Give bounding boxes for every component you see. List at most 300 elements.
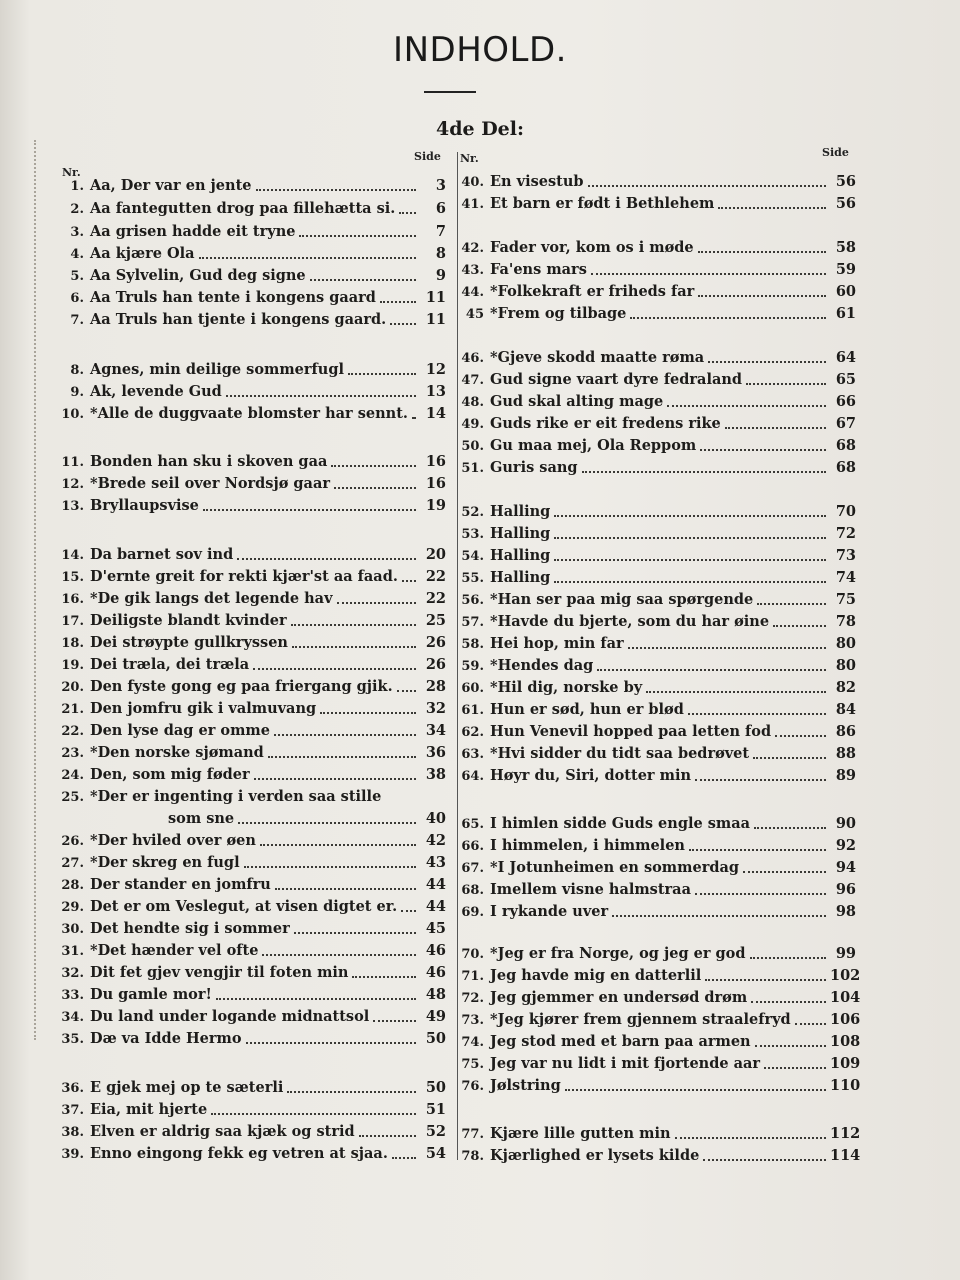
entry-title: Dæ va Idde Hermo (90, 1030, 242, 1047)
entry-number: 17. (61, 614, 84, 629)
right-entry (446, 280, 856, 300)
entry-title: Jølstring (490, 1077, 561, 1094)
dot-leader (695, 765, 826, 781)
dot-leader (373, 1006, 416, 1022)
entry-title: *Folkekraft er friheds far (490, 283, 695, 300)
entry-title: Agnes, min deilige sommerfugl (90, 361, 344, 378)
entry-number: 57. (461, 615, 484, 630)
entry-title: *Havde du bjerte, som du har øine (490, 613, 770, 630)
entry-title: *Hil dig, norske by (490, 679, 643, 696)
entry-page-number: 112 (830, 1125, 861, 1142)
entry-page-number: 22 (425, 590, 446, 607)
entry-number: 76. (461, 1079, 484, 1094)
entry-number: 16. (61, 592, 84, 607)
dot-leader (628, 633, 826, 649)
right-entry (446, 1008, 861, 1028)
dot-leader (348, 359, 416, 375)
entry-title: Hei hop, min far (490, 635, 624, 652)
entry-number: 19. (61, 658, 84, 673)
entry-page-number: 58 (835, 239, 856, 256)
dot-leader (718, 193, 826, 209)
dot-leader (775, 721, 826, 737)
entry-page-number: 68 (835, 459, 856, 476)
entry-number: 66. (461, 839, 484, 854)
entry-page-number: 66 (835, 393, 856, 410)
right-entry (446, 764, 856, 784)
dot-leader (698, 237, 826, 253)
left-entry (46, 1142, 446, 1162)
left-entry (46, 719, 446, 739)
entry-title: Fa'ens mars (490, 261, 587, 278)
dot-leader (254, 764, 416, 780)
right-entry (446, 588, 856, 608)
entry-title: *Alle de duggvaate blomster har sennt. (90, 405, 408, 422)
dot-leader (310, 265, 416, 281)
entry-page-number: 12 (425, 361, 446, 378)
entry-title: Aa kjære Ola (90, 245, 195, 262)
entry-number: 62. (461, 725, 484, 740)
dot-leader (667, 391, 826, 407)
dot-leader (612, 901, 826, 917)
entry-number: 77. (461, 1127, 484, 1142)
left-entry (46, 983, 446, 1003)
entry-number: 74. (461, 1035, 484, 1050)
entry-page-number: 106 (830, 1011, 861, 1028)
dot-leader (390, 309, 416, 325)
entry-title: *Han ser paa mig saa spørgende (490, 591, 754, 608)
entry-title: *De gik langs det legende hav (90, 590, 333, 607)
entry-title: *Hendes dag (490, 657, 594, 674)
left-entry (46, 380, 446, 400)
dot-leader (359, 1121, 416, 1137)
entry-title: som sne (168, 810, 235, 827)
entry-page-number: 9 (435, 267, 446, 284)
dot-leader (630, 303, 826, 319)
entry-page-number: 90 (835, 815, 856, 832)
entry-page-number: 61 (835, 305, 856, 322)
right-side-label: Side (822, 146, 849, 159)
entry-number: 45 (465, 307, 484, 322)
entry-title: Elven er aldrig saa kjæk og strid (90, 1123, 355, 1140)
entry-page-number: 44 (425, 898, 446, 915)
entry-number: 29. (61, 900, 84, 915)
dot-leader (554, 501, 826, 517)
entry-page-number: 8 (435, 245, 446, 262)
entry-page-number: 54 (425, 1145, 446, 1162)
left-entry (46, 472, 446, 492)
left-entry (46, 174, 446, 194)
left-entry (46, 653, 446, 673)
entry-number: 22. (61, 724, 84, 739)
entry-number: 31. (61, 944, 84, 959)
dot-leader (299, 221, 416, 237)
entry-title: Bryllaupsvise (90, 497, 199, 514)
entry-title: I himlen sidde Guds engle smaa (490, 815, 751, 832)
right-entry (446, 856, 856, 876)
entry-page-number: 88 (835, 745, 856, 762)
dot-leader (689, 835, 826, 851)
left-entry (46, 220, 446, 240)
dot-leader (773, 611, 826, 627)
entry-number: 50. (461, 439, 484, 454)
dot-leader (294, 918, 416, 934)
dot-leader (795, 1009, 826, 1025)
dot-leader (216, 984, 416, 1000)
entry-page-number: 60 (835, 283, 856, 300)
entry-title: Jeg var nu lidt i mit fjortende aar (490, 1055, 761, 1072)
entry-title: Kjære lille gutten min (490, 1125, 671, 1142)
entry-page-number: 72 (835, 525, 856, 542)
dot-leader (331, 451, 416, 467)
dot-leader (754, 813, 826, 829)
right-entry (446, 258, 856, 278)
left-entry (46, 242, 446, 262)
entry-title: Den jomfru gik i valmuvang (90, 700, 317, 717)
entry-page-number: 51 (425, 1101, 446, 1118)
entry-page-number: 22 (425, 568, 446, 585)
entry-number: 15. (61, 570, 84, 585)
entry-title: En visestub (490, 173, 584, 190)
entry-number: 3. (70, 225, 84, 240)
entry-page-number: 73 (835, 547, 856, 564)
entry-number: 47. (461, 373, 484, 388)
right-entry (446, 192, 856, 212)
dot-leader (565, 1075, 826, 1091)
dot-leader (757, 589, 826, 605)
entry-number: 39. (61, 1147, 84, 1162)
entry-number: 4. (70, 247, 84, 262)
dot-leader (226, 381, 416, 397)
entry-page-number: 43 (425, 854, 446, 871)
entry-number: 24. (61, 768, 84, 783)
entry-page-number: 74 (835, 569, 856, 586)
left-entry (46, 939, 446, 959)
entry-page-number: 11 (425, 311, 446, 328)
dot-leader (708, 347, 826, 363)
left-entry (46, 1120, 446, 1140)
dot-leader (246, 1028, 416, 1044)
page-title: INDHOLD. (393, 30, 567, 70)
right-entry (446, 170, 856, 190)
entry-number: 6. (70, 291, 84, 306)
left-entry (46, 1076, 446, 1096)
entry-title: Jeg havde mig en datterlil (490, 967, 702, 984)
entry-title: Aa grisen hadde eit tryne (90, 223, 296, 240)
entry-number: 51. (461, 461, 484, 476)
entry-page-number: 68 (835, 437, 856, 454)
left-entry (46, 1027, 446, 1047)
left-entry (46, 851, 446, 871)
dot-leader (268, 742, 416, 758)
entry-number: 53. (461, 527, 484, 542)
entry-number: 11. (61, 455, 84, 470)
entry-number: 13. (61, 499, 84, 514)
entry-page-number: 78 (835, 613, 856, 630)
entry-page-number: 92 (835, 837, 856, 854)
dot-leader (199, 243, 416, 259)
dot-leader (334, 473, 416, 489)
entry-page-number: 52 (425, 1123, 446, 1140)
entry-page-number: 64 (835, 349, 856, 366)
dot-leader (755, 1031, 826, 1047)
dot-leader (401, 896, 416, 912)
dot-leader (203, 495, 416, 511)
entry-page-number: 40 (425, 810, 446, 827)
entry-title: *Jeg er fra Norge, og jeg er god (490, 945, 746, 962)
dot-leader (402, 566, 416, 582)
entry-page-number: 42 (425, 832, 446, 849)
right-entry (446, 544, 856, 564)
entry-page-number: 109 (830, 1055, 861, 1072)
right-entry (446, 500, 856, 520)
entry-page-number: 56 (835, 195, 856, 212)
entry-page-number: 94 (835, 859, 856, 876)
dot-leader (399, 198, 416, 214)
dot-leader (646, 677, 826, 693)
dot-leader (275, 874, 416, 890)
entry-title: Guds rike er eit fredens rike (490, 415, 721, 432)
entry-number: 23. (61, 746, 84, 761)
entry-title: Det er om Veslegut, at visen digtet er. (90, 898, 398, 915)
entry-page-number: 99 (835, 945, 856, 962)
dot-leader (238, 808, 416, 824)
entry-number: 75. (461, 1057, 484, 1072)
entry-title: *Den norske sjømand (90, 744, 264, 761)
entry-title: *Brede seil over Nordsjø gaar (90, 475, 330, 492)
entry-page-number: 19 (425, 497, 446, 514)
dot-leader (764, 1053, 826, 1069)
left-entry (46, 1098, 446, 1118)
entry-number: 61. (461, 703, 484, 718)
dot-leader (743, 857, 826, 873)
right-entry (446, 1074, 861, 1094)
right-entry (446, 964, 861, 984)
entry-number: 55. (461, 571, 484, 586)
entry-page-number: 36 (425, 744, 446, 761)
dot-leader (675, 1123, 827, 1139)
entry-number: 64. (461, 769, 484, 784)
dot-leader (291, 610, 416, 626)
entry-page-number: 46 (425, 942, 446, 959)
left-entry (46, 741, 446, 761)
entry-number: 27. (61, 856, 84, 871)
entry-page-number: 84 (835, 701, 856, 718)
entry-page-number: 104 (830, 989, 861, 1006)
right-entry (446, 654, 856, 674)
entry-title: Eia, mit hjerte (90, 1101, 208, 1118)
right-entry (446, 878, 856, 898)
entry-title: Gu maa mej, Ola Reppom (490, 437, 697, 454)
dot-leader (244, 852, 416, 868)
right-entry (446, 1144, 861, 1164)
entry-page-number: 98 (835, 903, 856, 920)
binding-stitch (34, 140, 40, 1040)
entry-page-number: 38 (425, 766, 446, 783)
right-entry (446, 720, 856, 740)
dot-leader (753, 743, 826, 759)
dot-leader (253, 654, 416, 670)
entry-title: *Frem og tilbage (490, 305, 627, 322)
right-entry (446, 302, 856, 322)
entry-title: *Gjeve skodd maatte røma (490, 349, 705, 366)
left-entry (46, 543, 446, 563)
entry-title: Hun Venevil hopped paa letten fod (490, 723, 772, 740)
dot-leader (292, 632, 416, 648)
right-entry (446, 236, 856, 256)
entry-title: Halling (490, 525, 551, 542)
right-entry (446, 632, 856, 652)
right-entry (446, 698, 856, 718)
entry-title: Høyr du, Siri, dotter min (490, 767, 691, 784)
right-entry (446, 742, 856, 762)
entry-number: 40. (461, 175, 484, 190)
entry-title: Den fyste gong eg paa friergang gjik. (90, 678, 393, 695)
entry-page-number: 26 (425, 656, 446, 673)
left-nr-label: Nr. (62, 166, 81, 179)
entry-number: 44. (461, 285, 484, 300)
dot-leader (698, 281, 826, 297)
entry-page-number: 25 (425, 612, 446, 629)
entry-page-number: 14 (425, 405, 446, 422)
dot-leader (397, 676, 416, 692)
right-entry (446, 1122, 861, 1142)
entry-number: 14. (61, 548, 84, 563)
dot-leader (700, 435, 826, 451)
entry-title: Den, som mig føder (90, 766, 250, 783)
entry-title: D'ernte greit for rekti kjær'st aa faad. (90, 568, 398, 585)
entry-number: 65. (461, 817, 484, 832)
left-entry (46, 829, 446, 849)
dot-leader (582, 457, 826, 473)
entry-title: Aa, Der var en jente (90, 177, 252, 194)
entry-number: 41. (461, 197, 484, 212)
entry-number: 5. (70, 269, 84, 284)
left-entry (46, 197, 446, 217)
entry-title: Et barn er født i Bethlehem (490, 195, 715, 212)
left-entry (46, 565, 446, 585)
dot-leader (725, 413, 826, 429)
entry-page-number: 82 (835, 679, 856, 696)
entry-page-number: 13 (425, 383, 446, 400)
entry-page-number: 16 (425, 453, 446, 470)
left-entry (46, 873, 446, 893)
right-entry (446, 1052, 861, 1072)
left-entry (46, 807, 446, 827)
dot-leader (751, 987, 826, 1003)
entry-number: 2. (70, 202, 84, 217)
right-entry (446, 610, 856, 630)
entry-title: Gud signe vaart dyre fedraland (490, 371, 743, 388)
entry-number: 68. (461, 883, 484, 898)
entry-page-number: 86 (835, 723, 856, 740)
entry-page-number: 44 (425, 876, 446, 893)
left-entry (46, 1005, 446, 1025)
left-entry (46, 961, 446, 981)
right-entry (446, 566, 856, 586)
entry-number: 25. (61, 790, 84, 805)
entry-title: Aa Truls han tjente i kongens gaard. (90, 311, 387, 328)
entry-page-number: 59 (835, 261, 856, 278)
right-nr-label: Nr. (460, 152, 479, 165)
left-entry (46, 895, 446, 915)
entry-page-number: 110 (830, 1077, 861, 1094)
entry-title: Guris sang (490, 459, 578, 476)
entry-page-number: 80 (835, 635, 856, 652)
right-entry (446, 522, 856, 542)
entry-title: *I Jotunheimen en sommerdag (490, 859, 740, 876)
entry-page-number: 114 (830, 1147, 861, 1164)
entry-number: 73. (461, 1013, 484, 1028)
entry-page-number: 32 (425, 700, 446, 717)
entry-page-number: 67 (835, 415, 856, 432)
entry-title: Dei strøypte gullkryssen (90, 634, 288, 651)
entry-title: Deiligste blandt kvinder (90, 612, 287, 629)
entry-number: 72. (461, 991, 484, 1006)
right-entry (446, 942, 856, 962)
left-entry (46, 264, 446, 284)
entry-number: 30. (61, 922, 84, 937)
left-entry (46, 587, 446, 607)
entry-title: Enno eingong fekk eg vetren at sjaa. (90, 1145, 388, 1162)
entry-number: 71. (461, 969, 484, 984)
entry-number: 70. (461, 947, 484, 962)
entry-title: I himmelen, i himmelen (490, 837, 685, 854)
left-entry (46, 763, 446, 783)
entry-number: 59. (461, 659, 484, 674)
entry-title: Det hendte sig i sommer (90, 920, 290, 937)
entry-number: 12. (61, 477, 84, 492)
entry-title: *Jeg kjører frem gjennem straalefryd (490, 1011, 791, 1028)
right-entry (446, 676, 856, 696)
entry-number: 33. (61, 988, 84, 1003)
right-entry (446, 390, 856, 410)
dot-leader (287, 1077, 416, 1093)
entry-page-number: 26 (425, 634, 446, 651)
dot-leader (211, 1099, 416, 1115)
dot-leader (260, 830, 416, 846)
entry-title: Aa fantegutten drog paa fillehætta si. (90, 200, 396, 217)
dot-leader (262, 940, 416, 956)
entry-number: 48. (461, 395, 484, 410)
entry-page-number: 48 (425, 986, 446, 1003)
entry-number: 58. (461, 637, 484, 652)
entry-number: 36. (61, 1081, 84, 1096)
entry-number: 9. (70, 385, 84, 400)
dot-leader (352, 962, 416, 978)
entry-title: Hun er sød, hun er blød (490, 701, 684, 718)
entry-title: *Det hænder vel ofte (90, 942, 259, 959)
entry-page-number: 75 (835, 591, 856, 608)
entry-page-number: 102 (830, 967, 861, 984)
entry-page-number: 89 (835, 767, 856, 784)
dot-leader (274, 720, 416, 736)
entry-number: 34. (61, 1010, 84, 1025)
entry-number: 1. (70, 179, 84, 194)
entry-page-number: 50 (425, 1079, 446, 1096)
dot-leader (554, 567, 826, 583)
entry-number: 7. (70, 313, 84, 328)
entry-page-number: 16 (425, 475, 446, 492)
right-entry (446, 434, 856, 454)
entry-number: 20. (61, 680, 84, 695)
part-heading: 4de Del: (435, 118, 524, 140)
entry-number: 67. (461, 861, 484, 876)
entry-number: 54. (461, 549, 484, 564)
entry-title: Jeg gjemmer en undersød drøm (490, 989, 748, 1006)
entry-title: Imellem visne halmstraa (490, 881, 691, 898)
entry-page-number: 6 (435, 200, 446, 217)
entry-title: *Der er ingenting i verden saa stille (90, 788, 382, 805)
